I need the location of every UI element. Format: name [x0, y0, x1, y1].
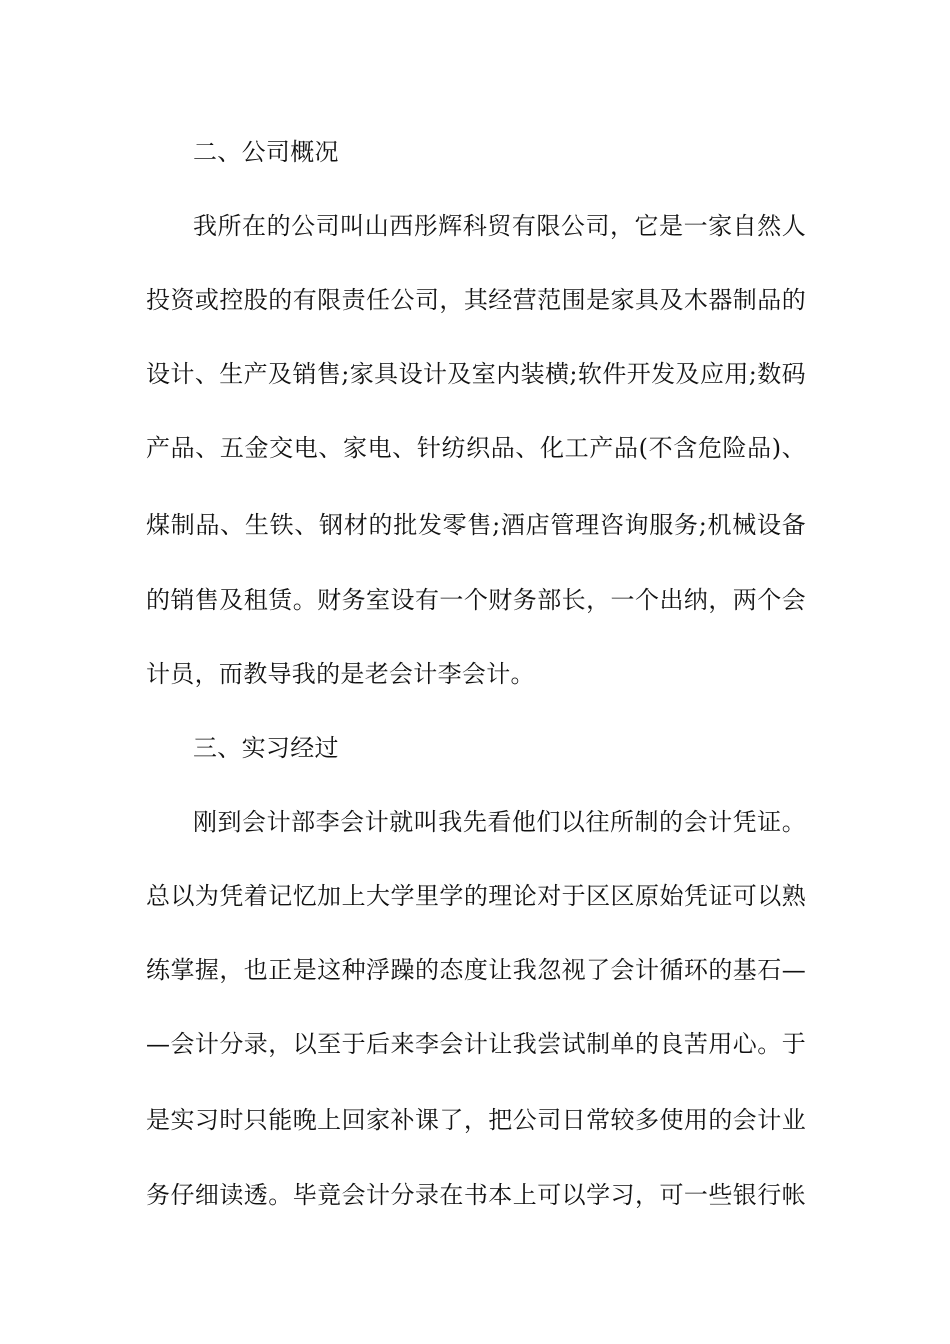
paragraph-line: 练掌握，也正是这种浮躁的态度让我忽视了会计循环的基石—: [146, 956, 806, 984]
section-heading-internship-process: 三、实习经过: [193, 734, 339, 762]
paragraph-line: 务仔细读透。毕竟会计分录在书本上可以学习，可一些银行帐: [146, 1181, 806, 1209]
paragraph-line: 设计、生产及销售;家具设计及室内装横;软件开发及应用;数码: [146, 360, 806, 388]
paragraph-line: 刚到会计部李会计就叫我先看他们以往所制的会计凭证。: [193, 808, 806, 836]
paragraph-line: 的销售及租赁。财务室设有一个财务部长，一个出纳，两个会: [146, 586, 806, 614]
paragraph-line: 我所在的公司叫山西彤辉科贸有限公司，它是一家自然人: [193, 212, 806, 240]
paragraph-line: 是实习时只能晚上回家补课了，把公司日常较多使用的会计业: [146, 1106, 806, 1134]
paragraph-line: —会计分录，以至于后来李会计让我尝试制单的良苦用心。于: [146, 1030, 806, 1058]
paragraph-line: 计员，而教导我的是老会计李会计。: [146, 660, 535, 688]
section-heading-company-overview: 二、公司概况: [193, 138, 339, 166]
paragraph-line: 产品、五金交电、家电、针纺织品、化工产品(不含危险品)、: [146, 434, 806, 462]
paragraph-line: 总以为凭着记忆加上大学里学的理论对于区区原始凭证可以熟: [146, 882, 806, 910]
paragraph-line: 煤制品、生铁、钢材的批发零售;酒店管理咨询服务;机械设备: [146, 511, 806, 539]
paragraph-line: 投资或控股的有限责任公司，其经营范围是家具及木器制品的: [146, 286, 806, 314]
